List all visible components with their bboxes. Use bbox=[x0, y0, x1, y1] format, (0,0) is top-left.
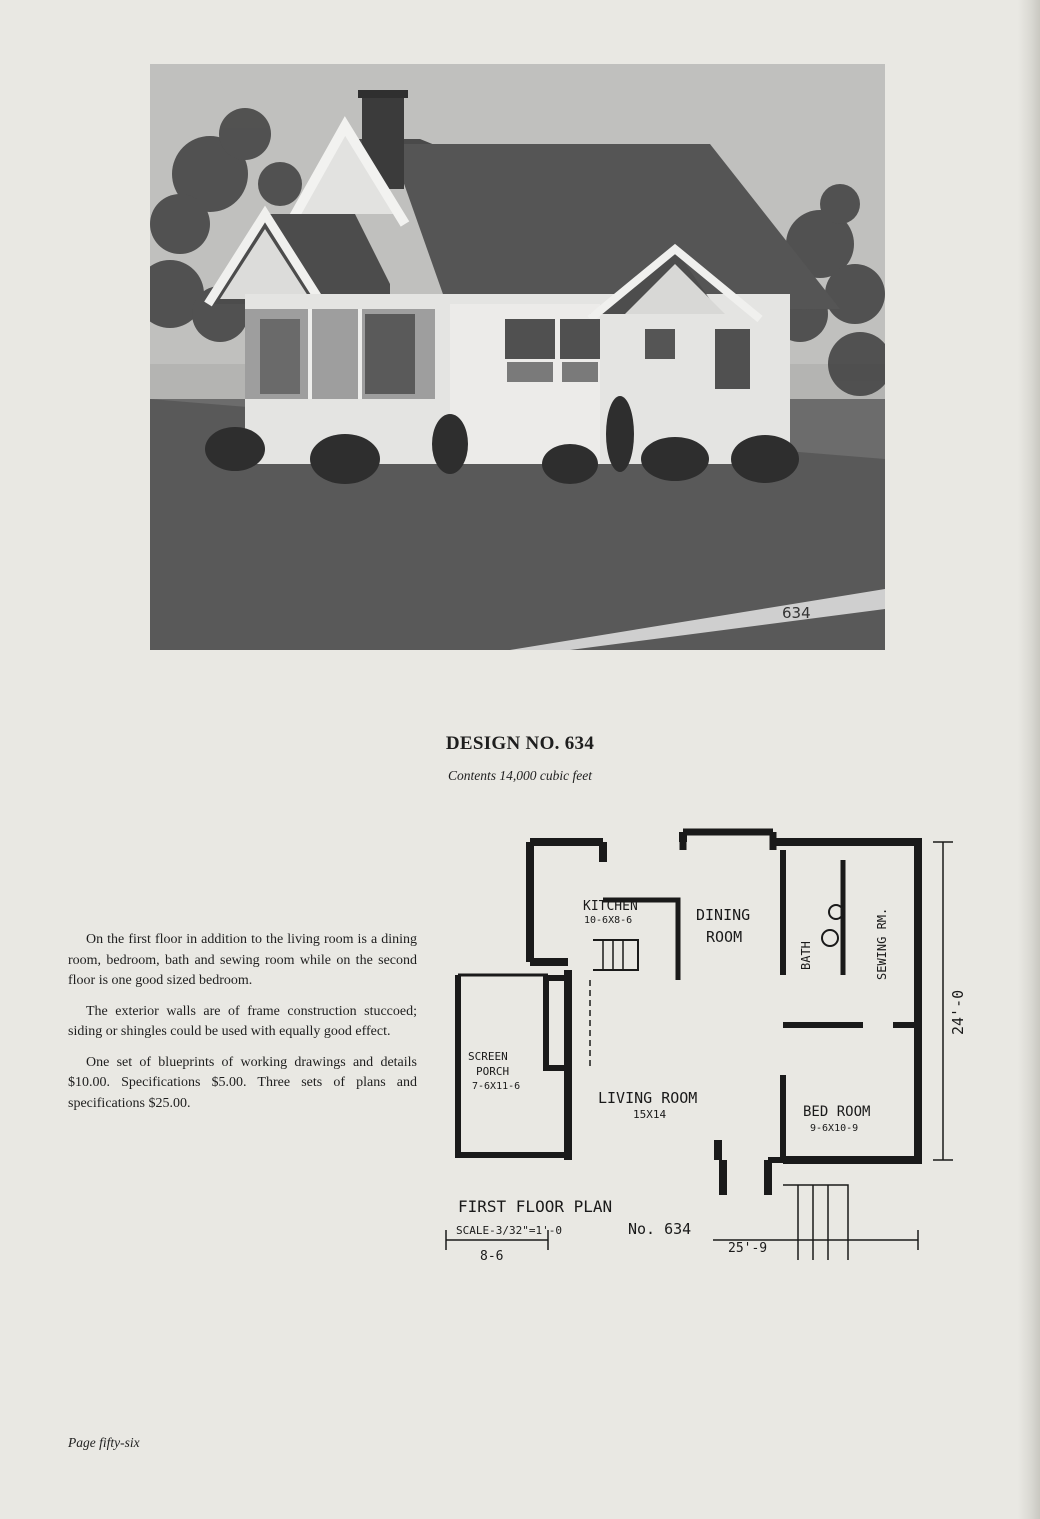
page-edge bbox=[1018, 0, 1040, 1519]
plan-scale: SCALE-3/32"=1'-0 bbox=[456, 1224, 562, 1237]
illustration-design-tag: 634 bbox=[782, 604, 811, 622]
plan-label-porch-size: 7-6X11-6 bbox=[472, 1081, 521, 1092]
plan-label-bed: BED ROOM bbox=[803, 1104, 871, 1120]
plan-label-living: LIVING ROOM bbox=[598, 1089, 698, 1107]
plan-label-kitchen: KITCHEN bbox=[583, 899, 638, 914]
house-illustration bbox=[150, 64, 885, 650]
description-paragraph: The exterior walls are of frame construction stuccoed; siding or shingles could be used with equally good effect. bbox=[68, 1003, 417, 1039]
plan-label-sewing: SEWING RM. bbox=[875, 907, 889, 980]
plan-label-bed-size: 9-6X10-9 bbox=[810, 1123, 859, 1134]
plan-label-dining-room: ROOM bbox=[706, 928, 743, 946]
plan-label-living-size: 15X14 bbox=[633, 1108, 667, 1121]
description-paragraph: One set of blueprints of working drawings and details $10.00. Specifications $5.00. Three sets of plans and specifications $25.00. bbox=[68, 1054, 417, 1111]
plan-dim-depth: 24'-0 bbox=[949, 989, 967, 1035]
plan-label-screen: SCREEN bbox=[468, 1050, 508, 1063]
plan-label-porch: PORCH bbox=[476, 1065, 510, 1078]
page-number: Page fifty-six bbox=[68, 1435, 140, 1450]
floor-plan bbox=[438, 820, 968, 1280]
plan-label-kitchen-size: 10-6X8-6 bbox=[584, 915, 633, 926]
plan-number: No. 634 bbox=[628, 1220, 692, 1238]
plan-label-dining: DINING bbox=[696, 906, 751, 924]
plan-dim-porch: 8-6 bbox=[480, 1249, 504, 1264]
plan-label-bath: BATH bbox=[799, 941, 813, 970]
description bbox=[68, 930, 417, 1124]
plan-dim-width: 25'-9 bbox=[728, 1241, 768, 1256]
plan-title: FIRST FLOOR PLAN bbox=[458, 1197, 613, 1216]
description-paragraph: On the first floor in addition to the living room is a dining room, bedroom, bath and sewing room while on the second floor is one good sized bedroom. bbox=[68, 932, 417, 988]
design-contents: Contents 14,000 cubic feet bbox=[448, 768, 592, 783]
design-title: DESIGN NO. 634 bbox=[445, 733, 595, 754]
